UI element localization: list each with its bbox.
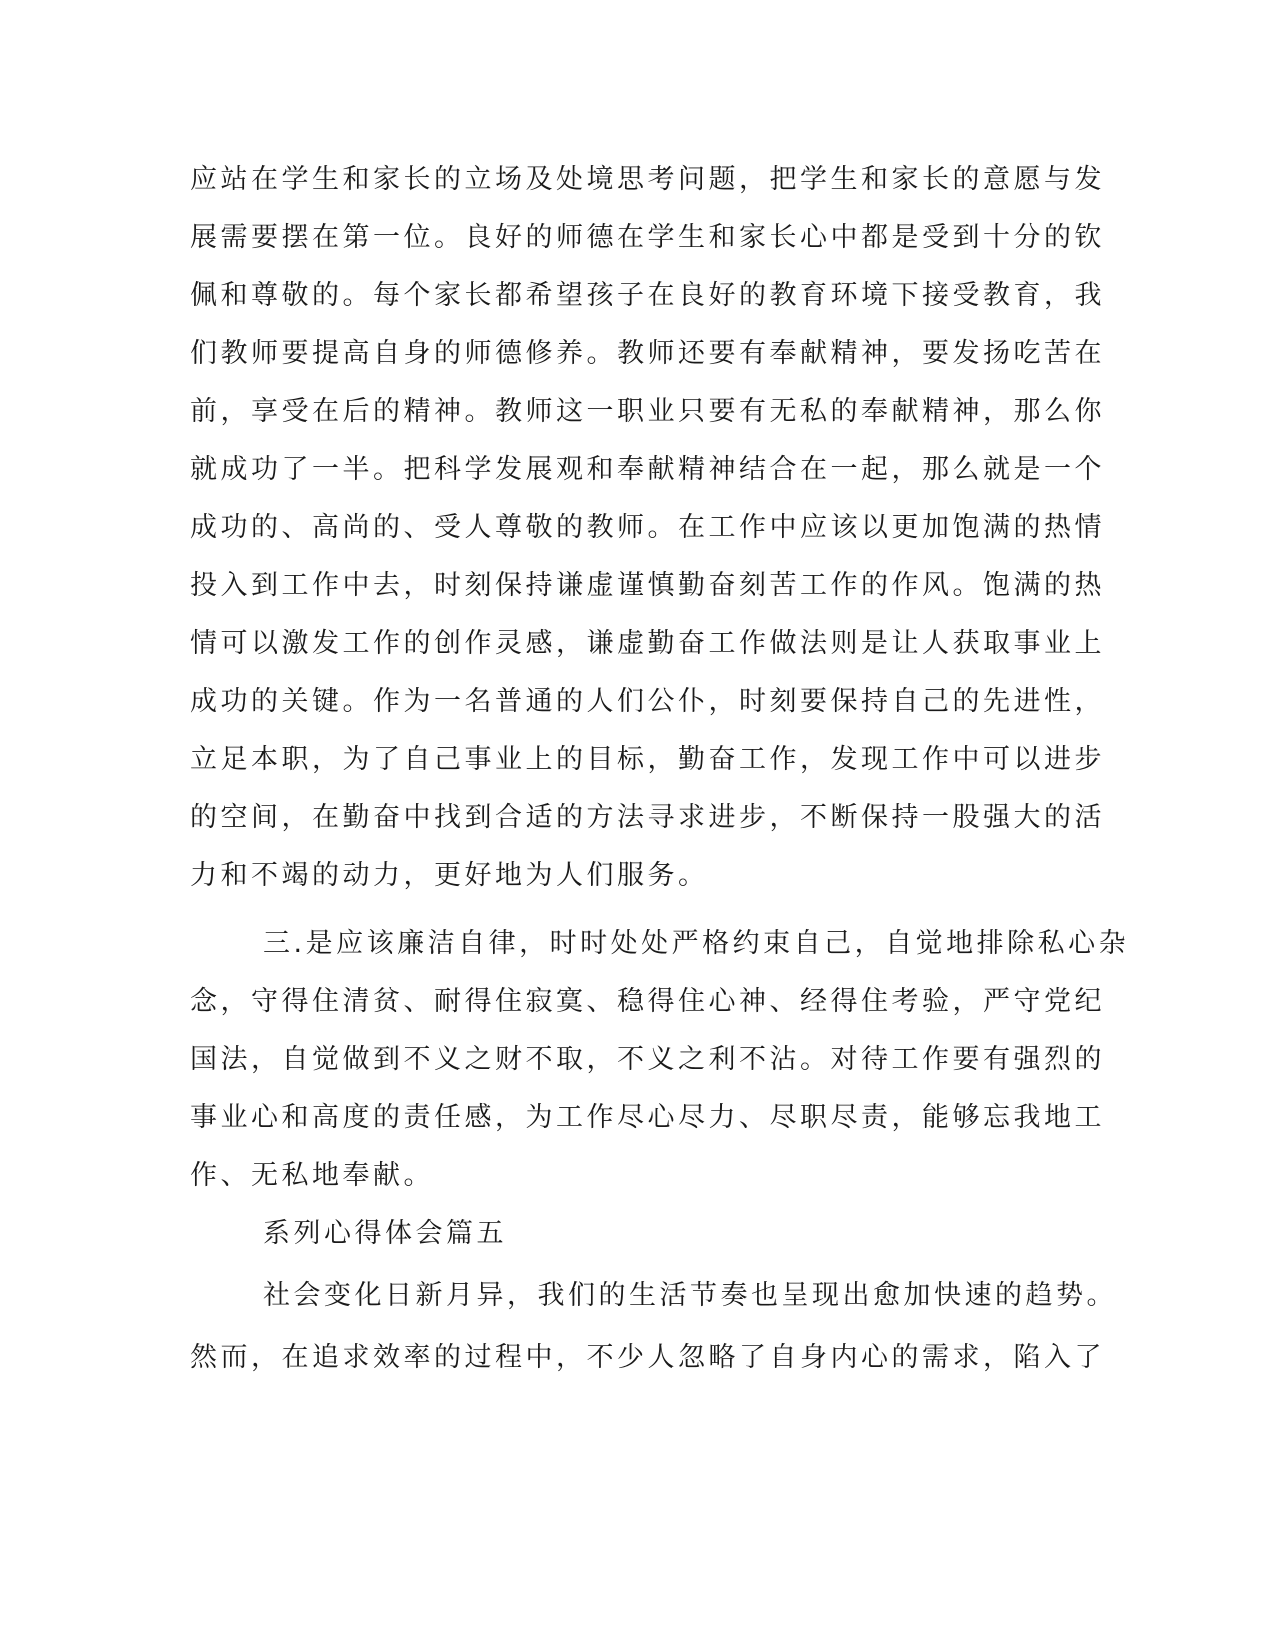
text-line: 念，守得住清贫、耐得住寂寞、稳得住心神、经得住考验，严守党纪 bbox=[190, 986, 1105, 1017]
text-line: 事业心和高度的责任感，为工作尽心尽力、尽职尽责，能够忘我地工 bbox=[190, 1102, 1105, 1133]
paragraph-start-line: 社会变化日新月异，我们的生活节奏也呈现出愈加快速的趋势。 bbox=[263, 1280, 1117, 1311]
text-line: 作、无私地奉献。 bbox=[190, 1160, 434, 1191]
text-line: 国法，自觉做到不义之财不取，不义之利不沾。对待工作要有强烈的 bbox=[190, 1044, 1105, 1075]
text-line: 力和不竭的动力，更好地为人们服务。 bbox=[190, 860, 709, 891]
text-line: 就成功了一半。把科学发展观和奉献精神结合在一起，那么就是一个 bbox=[190, 454, 1105, 485]
text-line: 们教师要提高自身的师德修养。教师还要有奉献精神，要发扬吃苦在 bbox=[190, 338, 1105, 369]
text-line: 投入到工作中去，时刻保持谦虚谨慎勤奋刻苦工作的作风。饱满的热 bbox=[190, 570, 1105, 601]
text-line: 展需要摆在第一位。良好的师德在学生和家长心中都是受到十分的钦 bbox=[190, 222, 1105, 253]
text-line: 立足本职，为了自己事业上的目标，勤奋工作，发现工作中可以进步 bbox=[190, 744, 1105, 775]
paragraph-start-line: 三.是应该廉洁自律，时时处处严格约束自己，自觉地排除私心杂 bbox=[263, 928, 1130, 959]
text-line: 前，享受在后的精神。教师这一职业只要有无私的奉献精神，那么你 bbox=[190, 396, 1105, 427]
text-line: 成功的、高尚的、受人尊敬的教师。在工作中应该以更加饱满的热情 bbox=[190, 512, 1105, 543]
text-line: 情可以激发工作的创作灵感，谦虚勤奋工作做法则是让人获取事业上 bbox=[190, 628, 1105, 659]
text-line: 的空间，在勤奋中找到合适的方法寻求进步，不断保持一股强大的活 bbox=[190, 802, 1105, 833]
text-line: 佩和尊敬的。每个家长都希望孩子在良好的教育环境下接受教育，我 bbox=[190, 280, 1105, 311]
section-heading: 系列心得体会篇五 bbox=[263, 1218, 507, 1249]
text-line: 然而，在追求效率的过程中，不少人忽略了自身内心的需求，陷入了 bbox=[190, 1342, 1105, 1373]
text-line: 成功的关键。作为一名普通的人们公仆，时刻要保持自己的先进性， bbox=[190, 686, 1105, 717]
text-line: 应站在学生和家长的立场及处境思考问题，把学生和家长的意愿与发 bbox=[190, 164, 1105, 195]
